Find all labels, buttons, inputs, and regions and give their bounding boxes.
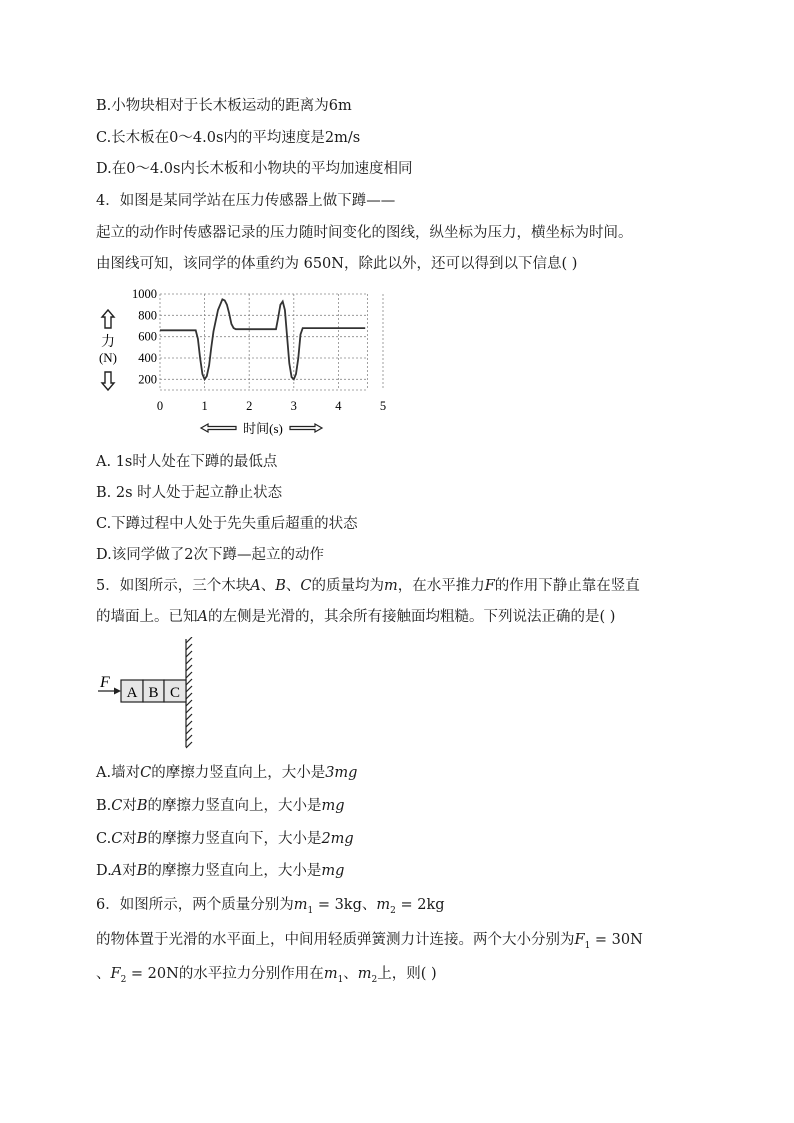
q5-text: 的摩擦力竖直向上，大小是 <box>147 798 322 814</box>
q5-text: B. <box>96 798 112 814</box>
q6-subscript: 2 <box>120 974 127 985</box>
q6-stem-line-1 <box>96 895 445 921</box>
y-tick-label: 200 <box>138 372 157 387</box>
q5-value: mg <box>321 798 345 814</box>
q6-stem-line-2 <box>96 930 643 956</box>
q5-text: 对 <box>122 798 137 814</box>
q5-text: 的摩擦力竖直向上，大小是 <box>151 765 326 781</box>
q5-text: C. <box>96 831 112 847</box>
q3-option-b: B.小物块相对于长木板运动的距离为6m <box>96 98 352 114</box>
block-a-label: A <box>126 685 138 701</box>
x-tick-label: 4 <box>335 399 342 413</box>
q4-option-b: B. 2s 时人处于起立静止状态 <box>96 485 283 501</box>
q6-text: 的水平拉力分别作用在 <box>178 966 324 982</box>
force-label: F <box>100 674 110 691</box>
q6-var-m: m <box>293 897 308 913</box>
y-tick-label: 400 <box>138 351 157 365</box>
wall-hatching <box>186 637 192 748</box>
q5-option-c <box>96 829 354 849</box>
q5-var-c: C <box>111 798 123 814</box>
q5-var-b: B <box>275 578 286 594</box>
q5-text: A.墙对 <box>96 765 141 781</box>
q6-text: 上，则( ) <box>377 966 437 982</box>
q4-option-c: C.下蹲过程中人处于先失重后超重的状态 <box>96 516 358 532</box>
q5-stem-line-1 <box>96 576 640 596</box>
q5-var-c: C <box>111 831 123 847</box>
q5-text: 对 <box>122 831 137 847</box>
q6-subscript: 2 <box>390 905 396 916</box>
y-tick-label: 1000 <box>132 287 157 301</box>
q6-subscript: 1 <box>307 905 314 916</box>
q5-text: D. <box>96 863 112 879</box>
y-tick-label: 600 <box>138 329 157 344</box>
q5-text: 的墙面上。已知 <box>96 609 198 625</box>
y-axis-label-force: 力 <box>101 335 115 350</box>
q6-text: 、 <box>96 966 111 982</box>
q5-text: 的摩擦力竖直向上，大小是 <box>147 863 322 879</box>
q5-var-c: C <box>140 765 152 781</box>
q6-var-f: F <box>110 966 121 982</box>
q5-var-a: A <box>250 578 261 594</box>
q6-stem-line-3 <box>96 964 437 990</box>
q5-value: mg <box>321 863 345 879</box>
q5-value: 2mg <box>321 831 354 847</box>
q5-option-b <box>96 796 345 816</box>
q4-stem-line-1: 4．如图是某同学站在压力传感器上做下蹲—— <box>96 193 396 209</box>
x-tick-label: 2 <box>246 399 253 413</box>
q5-var-a: A <box>197 609 208 625</box>
y-axis-label-unit: (N) <box>98 350 118 365</box>
q6-var-m: m <box>357 966 372 982</box>
q5-var-b: B <box>136 831 148 847</box>
q6-var-m: m <box>323 966 338 982</box>
q5-text: 、 <box>285 578 301 594</box>
q5-value: 3mg <box>325 765 358 781</box>
q5-option-d <box>96 861 344 881</box>
q5-text: 的作用下静止靠在竖直 <box>494 578 640 594</box>
q5-var-b: B <box>136 798 148 814</box>
blocks-wall-figure <box>96 637 206 751</box>
y-tick-label: 800 <box>138 308 157 323</box>
q6-value: = 30N <box>590 932 643 948</box>
q5-text: 、 <box>260 578 276 594</box>
block-c-label: C <box>169 685 181 701</box>
chart-grid <box>160 294 383 390</box>
q5-text: 的左侧是光滑的，其余所有接触面均粗糙。下列说法正确的是( ) <box>207 609 616 625</box>
q3-option-d: D.在0～4.0s内长木板和小物块的平均加速度相同 <box>96 161 413 177</box>
chart-series-force <box>160 299 365 379</box>
q6-value: = 2kg <box>395 897 445 913</box>
q4-option-d: D.该同学做了2次下蹲—起立的动作 <box>96 547 324 563</box>
q5-text: ，在水平推力 <box>397 578 485 594</box>
x-tick-label: 5 <box>379 399 387 413</box>
x-tick-label: 0 <box>156 399 164 413</box>
q3-option-c: C.长木板在0～4.0s内的平均速度是2m/s <box>96 130 361 146</box>
x-tick-label: 1 <box>201 399 208 413</box>
block-b-label: B <box>148 685 159 701</box>
q5-text: 的摩擦力竖直向下，大小是 <box>147 831 322 847</box>
q6-subscript: 1 <box>337 974 344 985</box>
q5-stem-line-2 <box>96 607 615 627</box>
q6-subscript: 1 <box>584 940 591 951</box>
q6-var-m: m <box>376 897 391 913</box>
force-time-chart <box>96 284 396 436</box>
x-tick-label: 3 <box>290 399 297 413</box>
q6-value: = 20N <box>126 966 179 982</box>
q5-var-m: m <box>383 578 398 594</box>
x-axis-label: 时间(s) <box>243 421 283 436</box>
q5-var-a: A <box>111 863 123 879</box>
q4-stem-line-3: 由图线可知，该同学的体重约为 650N，除此以外，还可以得到以下信息( ) <box>96 256 578 272</box>
q6-var-f: F <box>574 932 585 948</box>
q5-var-b: B <box>136 863 148 879</box>
q6-text: 的物体置于光滑的水平面上，中间用轻质弹簧测力计连接。两个大小分别为 <box>96 932 575 948</box>
q4-stem-line-2: 起立的动作时传感器记录的压力随时间变化的图线，纵坐标为压力，横坐标为时间。 <box>96 225 633 241</box>
q6-subscript: 2 <box>371 974 378 985</box>
q6-text: 6．如图所示，两个质量分别为 <box>96 897 294 913</box>
q5-text: 5．如图所示，三个木块 <box>96 578 251 594</box>
q6-value: = 3kg <box>313 897 362 913</box>
q5-var-f: F <box>484 578 495 594</box>
q5-var-c: C <box>300 578 312 594</box>
q5-text: 的质量均为 <box>311 578 384 594</box>
q6-text: 、 <box>361 897 377 913</box>
q6-text: 、 <box>343 966 358 982</box>
q5-text: 对 <box>122 863 137 879</box>
q4-option-a: A. 1s时人处在下蹲的最低点 <box>96 454 278 470</box>
q5-option-a <box>96 763 357 783</box>
